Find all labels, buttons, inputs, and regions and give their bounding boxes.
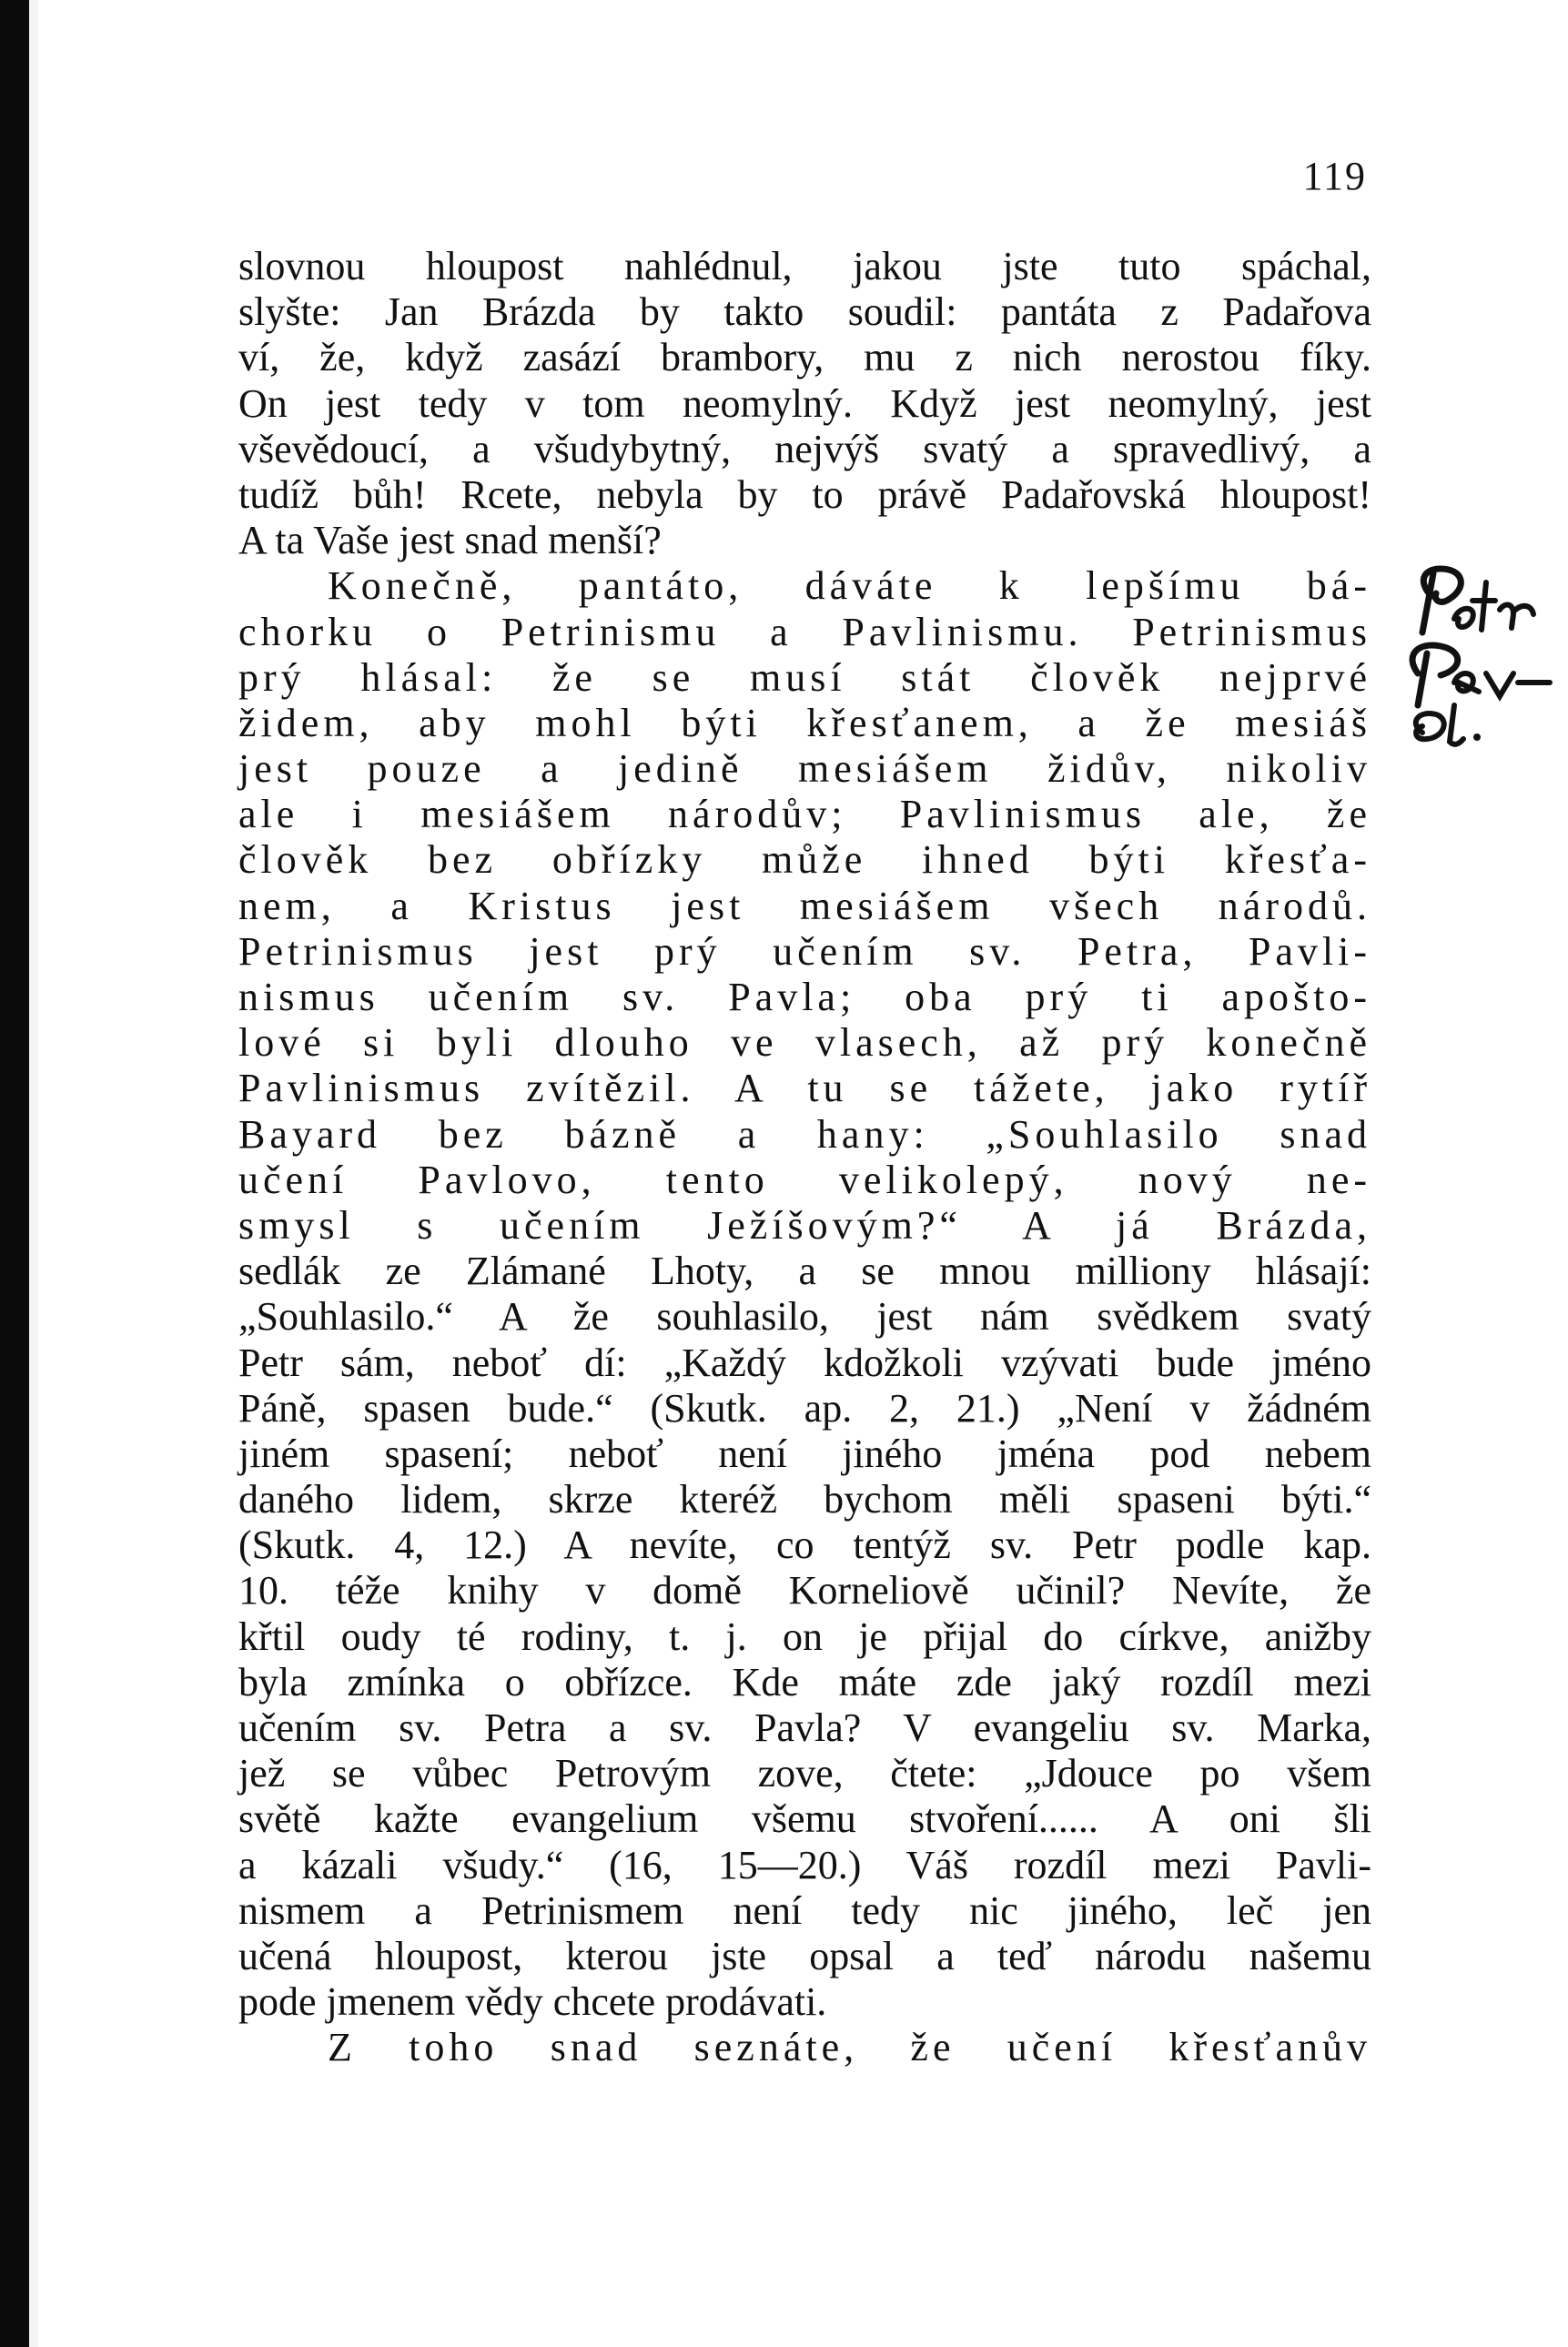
page-number: 119 xyxy=(1302,154,1367,198)
handwriting-icon xyxy=(1368,546,1568,801)
text-line: Pavlinismus zvítězil. A tu se tážete, jako rytíř xyxy=(238,1066,1371,1111)
page-edge-margin xyxy=(29,0,38,2347)
text-line: vševědoucí, a všudybytný, nejvýš svatý a spravedlivý, a xyxy=(238,426,1371,471)
text-line: učená hloupost, kterou jste opsal a teď národu našemu xyxy=(238,1933,1371,1978)
text-line: daného lidem, skrze kteréž bychom měli spaseni býti.“ xyxy=(238,1477,1371,1523)
text-line: Petr sám, neboť dí: „Každý kdožkoli vzývati bude jméno xyxy=(238,1340,1371,1385)
text-line: slovnou hloupost nahlédnul, jakou jste tuto spáchal, xyxy=(238,244,1371,288)
text-line: ale i mesiášem národův; Pavlinismus ale, že xyxy=(238,792,1371,837)
text-line: křtil oudy té rodiny, t. j. on je přijal do církve, anižby xyxy=(238,1614,1371,1659)
text-line: smysl s učením Ježíšovým?“ A já Brázda, xyxy=(238,1202,1371,1248)
text-line: Bayard bez bázně a hany: „Souhlasilo snad xyxy=(238,1111,1371,1157)
text-line: sedlák ze Zlámané Lhoty, a se mnou milliony hlásají: xyxy=(238,1249,1371,1294)
text-line: Konečně, pantáto, dáváte k lepšímu bá- xyxy=(328,563,1371,609)
text-line: A ta Vaše jest snad menší? xyxy=(238,518,662,563)
text-line: nem, a Kristus jest mesiášem všech národů. xyxy=(238,883,1371,928)
text-line: učení Pavlovo, tento velikolepý, nový ne- xyxy=(238,1157,1371,1202)
text-line: nismus učením sv. Pavla; oba prý ti apošto- xyxy=(238,975,1371,1019)
text-line: 10. téže knihy v domě Korneliově učinil? Nevíte, že xyxy=(238,1568,1371,1614)
text-line: jest pouze a jedině mesiášem židův, nikoliv xyxy=(238,746,1371,792)
text-line: nismem a Petrinismem není tedy nic jiného, leč jen xyxy=(238,1887,1371,1933)
text-line: Z toho snad seznáte, že učení křesťanův xyxy=(328,2025,1371,2070)
text-line: chorku o Petrinismu a Pavlinismu. Petrinismus xyxy=(238,609,1371,654)
text-line: slyšte: Jan Brázda by takto soudil: pantáta z Padařova xyxy=(238,289,1371,335)
text-line: jež se vůbec Petrovým zove, čtete: „Jdouce po všem xyxy=(238,1751,1371,1796)
text-line: světě kažte evangelium všemu stvoření...... A oni šli xyxy=(238,1796,1371,1842)
text-line: a kázali všudy.“ (16, 15—20.) Váš rozdíl mezi Pavli- xyxy=(238,1842,1371,1887)
text-line: židem, aby mohl býti křesťanem, a že mesiáš xyxy=(238,700,1371,745)
text-line: člověk bez obřízky může ihned býti křesťa- xyxy=(238,837,1371,883)
text-line: pode jmenem vědy chcete prodávati. xyxy=(238,1979,827,2025)
text-line: lové si byli dlouho ve vlasech, až prý konečně xyxy=(238,1020,1371,1066)
text-line: Páně, spasen bude.“ (Skutk. ap. 2, 21.) „Není v žádném xyxy=(238,1385,1371,1431)
text-line: (Skutk. 4, 12.) A nevíte, co tentýž sv. Petr podle kap. xyxy=(238,1523,1371,1568)
body-text xyxy=(238,244,1371,2071)
text-line: On jest tedy v tom neomylný. Když jest neomylný, jest xyxy=(238,380,1371,426)
text-line: ví, že, když zasází brambory, mu z nich nerostou fíky. xyxy=(238,335,1371,380)
page-edge-shadow xyxy=(0,0,29,2347)
text-line: Petrinismus jest prý učením sv. Petra, Pavli- xyxy=(238,928,1371,974)
text-line: učením sv. Petra a sv. Pavla? V evangeliu sv. Marka, xyxy=(238,1705,1371,1750)
text-line: tudíž bůh! Rcete, nebyla by to právě Padařovská hloupost! xyxy=(238,471,1371,517)
text-line: jiném spasení; neboť není jiného jména pod nebem xyxy=(238,1431,1371,1476)
text-line: byla zmínka o obřízce. Kde máte zde jaký rozdíl mezi xyxy=(238,1659,1371,1705)
handwritten-margin-note xyxy=(1368,546,1568,801)
text-line: prý hlásal: že se musí stát člověk nejprvé xyxy=(238,654,1371,700)
text-line: „Souhlasilo.“ A že souhlasilo, jest nám svědkem svatý xyxy=(238,1294,1371,1340)
